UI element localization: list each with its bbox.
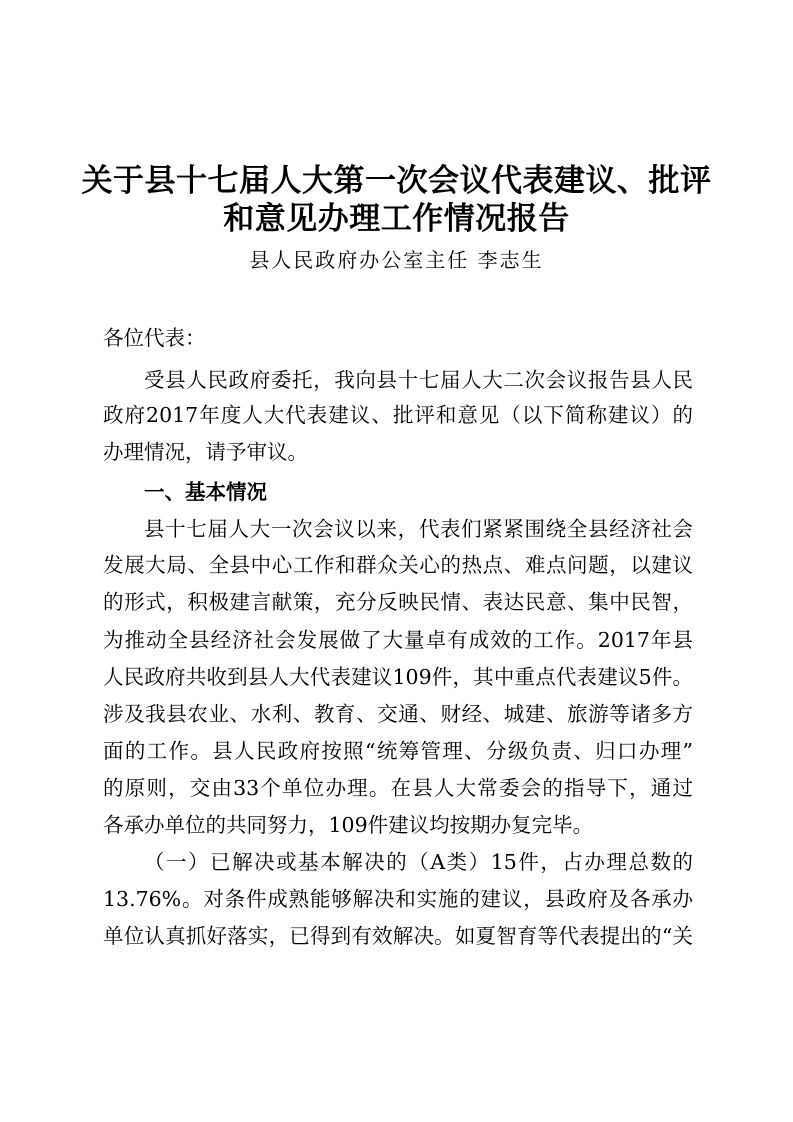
paragraph-line: 政府2017年度人大代表建议、批评和意见（以下简称建议）的 [103, 403, 693, 427]
document-author: 县人民政府办公室主任 李志生 [249, 248, 544, 272]
paragraph-line: 人民政府共收到县人大代表建议109件，其中重点代表建议5件。 [103, 665, 693, 689]
paragraph-line: 受县人民政府委托，我向县十七届人大二次会议报告县人民 [144, 368, 693, 392]
paragraph-line: 各承办单位的共同努力，109件建议均按期办复完毕。 [103, 813, 594, 837]
paragraph-line: 县十七届人大一次会议以来，代表们紧紧围绕全县经济社会 [144, 517, 693, 541]
paragraph-line: 面的工作。县人民政府按照“统筹管理、分级负责、归口办理” [103, 739, 693, 763]
document-title-line-2: 和意见办理工作情况报告 [223, 201, 570, 237]
paragraph-line: 单位认真抓好落实，已得到有效解决。如夏智育等代表提出的“关 [103, 924, 693, 948]
paragraph-line: 13.76%。对条件成熟能够解决和实施的建议，县政府及各承办 [103, 887, 693, 911]
paragraph-line: 办理情况，请予审议。 [103, 440, 308, 464]
salutation: 各位代表： [103, 326, 206, 350]
section-heading: 一、基本情况 [144, 480, 267, 504]
document-title-line-1: 关于县十七届人大第一次会议代表建议、批评 [81, 163, 712, 199]
paragraph-line: （一）已解决或基本解决的（A类）15件，占办理总数的 [144, 850, 693, 874]
paragraph-line: 的原则，交由33个单位办理。在县人大常委会的指导下，通过 [103, 776, 693, 800]
paragraph-line: 的形式，积极建言献策，充分反映民情、表达民意、集中民智， [103, 590, 693, 614]
paragraph-line: 为推动全县经济社会发展做了大量卓有成效的工作。2017年县 [103, 628, 693, 652]
paragraph-line: 涉及我县农业、水利、教育、交通、财经、城建、旅游等诸多方 [103, 702, 693, 726]
paragraph-line: 发展大局、全县中心工作和群众关心的热点、难点问题，以建议 [103, 553, 693, 577]
